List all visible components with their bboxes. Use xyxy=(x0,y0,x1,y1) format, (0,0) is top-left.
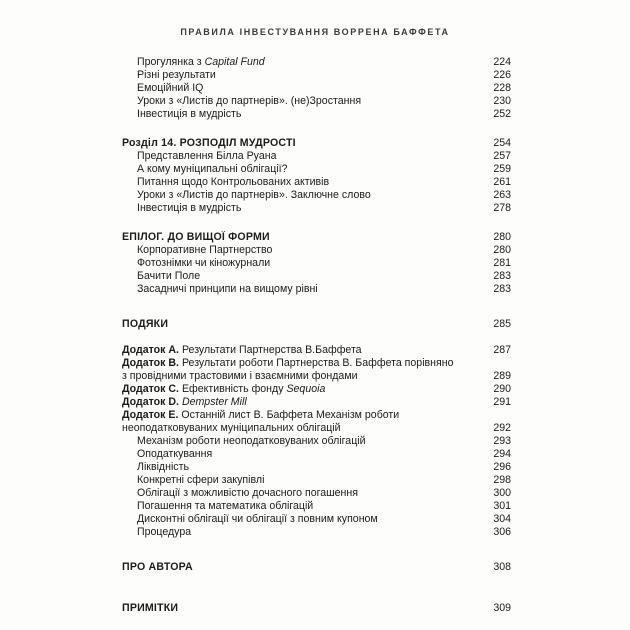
toc-entry-label: Процедура xyxy=(137,526,192,538)
toc-entry-prefix: Додаток B. xyxy=(122,357,182,369)
toc-entry xyxy=(122,513,511,526)
toc-entry-page: 289 xyxy=(493,370,511,382)
toc-entry xyxy=(122,526,511,539)
toc-entry-label: Інвестиція в мудрість xyxy=(137,108,242,120)
toc-entry xyxy=(122,344,511,357)
toc-entry-label: Корпоративне Партнерство xyxy=(137,244,273,256)
toc-entry-label: ПРО АВТОРА xyxy=(122,561,193,573)
toc xyxy=(122,56,511,615)
toc-entry-page: 309 xyxy=(493,602,511,614)
toc-entry-page: 287 xyxy=(493,344,511,356)
toc-entry-page: 281 xyxy=(493,257,511,269)
toc-entry-label: Питання щодо Контрольованих активів xyxy=(137,176,330,188)
toc-entry-label: Інвестиція в мудрість xyxy=(137,202,242,214)
toc-entry-label-emphasis: Sequoia xyxy=(286,383,326,395)
toc-entry-page: 280 xyxy=(493,244,511,256)
toc-entry xyxy=(122,602,511,615)
toc-entry xyxy=(122,69,511,82)
toc-entry xyxy=(122,357,511,370)
toc-entry-label: Ліквідність xyxy=(137,461,189,473)
toc-entry-label: Бачити Поле xyxy=(137,270,201,282)
toc-entry xyxy=(122,189,511,202)
toc-entry-label: Оподаткування xyxy=(137,448,213,460)
toc-entry-label: Уроки з «Листів до партнерів». (не)Зростання xyxy=(137,95,362,107)
toc-entry xyxy=(122,474,511,487)
toc-entry-page: 259 xyxy=(493,163,511,175)
toc-entry-label: ПРИМІТКИ xyxy=(122,602,179,614)
toc-entry xyxy=(122,56,511,69)
toc-entry-prefix: Додаток E. xyxy=(122,409,182,421)
toc-entry-page: 292 xyxy=(493,422,511,434)
toc-entry-label: ПОДЯКИ xyxy=(122,318,169,330)
toc-entry xyxy=(122,561,511,574)
toc-entry-label: Емоційний IQ xyxy=(137,82,204,94)
toc-entry-label: неоподатковуваних муніципальних облігацій xyxy=(122,422,341,434)
toc-entry xyxy=(122,487,511,500)
toc-entry-page: 278 xyxy=(493,202,511,214)
toc-entry xyxy=(122,231,511,244)
toc-entry xyxy=(122,244,511,257)
toc-entry-label: Додаток C. Ефективність фонду Sequoia xyxy=(122,383,326,395)
toc-entry xyxy=(122,95,511,108)
toc-entry-page: 224 xyxy=(493,56,511,68)
toc-entry xyxy=(122,163,511,176)
toc-entry xyxy=(122,318,511,331)
toc-entry-label: Облігації з можливістю дочасного погашення xyxy=(137,487,358,499)
toc-entry-page: 261 xyxy=(493,176,511,188)
toc-entry-page: 291 xyxy=(493,396,511,408)
toc-entry xyxy=(122,461,511,474)
toc-entry xyxy=(122,396,511,409)
toc-entry-label: ЕПІЛОГ. ДО ВИЩОЇ ФОРМИ xyxy=(122,231,270,243)
toc-entry-label: Погашення та математика облігацій xyxy=(137,500,314,512)
toc-entry-label: Різні результати xyxy=(137,69,216,81)
toc-entry xyxy=(122,176,511,189)
toc-entry-page: 285 xyxy=(493,318,511,330)
toc-entry-label: Конкретні сфери закупівлі xyxy=(137,474,265,486)
toc-entry xyxy=(122,257,511,270)
toc-entry xyxy=(122,82,511,95)
toc-entry-prefix: Додаток D. xyxy=(122,396,182,408)
toc-entry-page: 293 xyxy=(493,435,511,447)
toc-entry xyxy=(122,270,511,283)
toc-entry-label-emphasis: Capital Fund xyxy=(204,56,265,68)
toc-entry-page: 228 xyxy=(493,82,511,94)
toc-entry-label xyxy=(122,396,487,409)
toc-entry-label: Прогулянка з Capital Fund xyxy=(137,56,265,68)
toc-entry-label: А кому муніципальні облігації? xyxy=(137,163,288,175)
toc-entry-prefix: Додаток A. xyxy=(122,344,182,356)
toc-entry xyxy=(122,409,511,422)
toc-entry-page: 226 xyxy=(493,69,511,81)
toc-entry xyxy=(122,137,511,150)
toc-entry-page: 294 xyxy=(493,448,511,460)
toc-entry-label: Розділ 14. РОЗПОДІЛ МУДРОСТІ xyxy=(122,137,296,149)
toc-entry-label: Уроки з «Листів до партнерів». Заключне слово xyxy=(137,189,371,201)
toc-entry xyxy=(122,150,511,163)
toc-entry-page: 230 xyxy=(493,95,511,107)
toc-entry-label: Фотознімки чи кіножурнали xyxy=(137,257,271,269)
toc-entry-page: 263 xyxy=(493,189,511,201)
toc-entry-page: 301 xyxy=(493,500,511,512)
toc-entry-label-emphasis: Dempster Mill xyxy=(181,396,247,408)
toc-entry-page: 308 xyxy=(493,561,511,573)
toc-entry-page: 280 xyxy=(493,231,511,243)
toc-entry xyxy=(122,383,511,396)
toc-entry-page: 252 xyxy=(493,108,511,120)
toc-entry-page: 283 xyxy=(493,283,511,295)
toc-entry xyxy=(122,448,511,461)
toc-entry-page: 254 xyxy=(493,137,511,149)
toc-entry-page: 290 xyxy=(493,383,511,395)
toc-entry xyxy=(122,108,511,121)
toc-entry xyxy=(122,370,511,383)
toc-entry xyxy=(122,422,511,435)
toc-entry-page: 283 xyxy=(493,270,511,282)
toc-entry xyxy=(122,500,511,513)
toc-entry-label: Засадничі принципи на вищому рівні xyxy=(137,283,318,295)
toc-entry-label: Представлення Білла Руана xyxy=(137,150,277,162)
toc-entry-label: Додаток B. Результати роботи Партнерства В. Баффета порівняно xyxy=(122,357,454,369)
toc-entry xyxy=(122,202,511,215)
toc-entry-page: 296 xyxy=(493,461,511,473)
toc-entry-label: Додаток A. Результати Партнерства В.Баффета xyxy=(122,344,362,356)
toc-entry-page: 304 xyxy=(493,513,511,525)
toc-entry-label: з провідними трастовими і взаємними фондами xyxy=(122,370,358,382)
toc-entry-page: 298 xyxy=(493,474,511,486)
toc-entry-page: 306 xyxy=(493,526,511,538)
toc-entry-label: Додаток E. Останній лист В. Баффета Механізм роботи xyxy=(122,409,400,421)
toc-entry-page: 257 xyxy=(493,150,511,162)
toc-entry-label: Дисконтні облігації чи облігації з повним купоном xyxy=(137,513,378,525)
toc-entry xyxy=(122,435,511,448)
toc-entry-page: 300 xyxy=(493,487,511,499)
toc-entry xyxy=(122,283,511,296)
toc-entry-label: Механізм роботи неоподатковуваних облігацій xyxy=(137,435,366,447)
toc-entry-prefix: Додаток C. xyxy=(122,383,182,395)
page-header: ПРАВИЛА ІНВЕСТУВАННЯ ВОРРЕНА БАФФЕТА xyxy=(180,27,450,37)
